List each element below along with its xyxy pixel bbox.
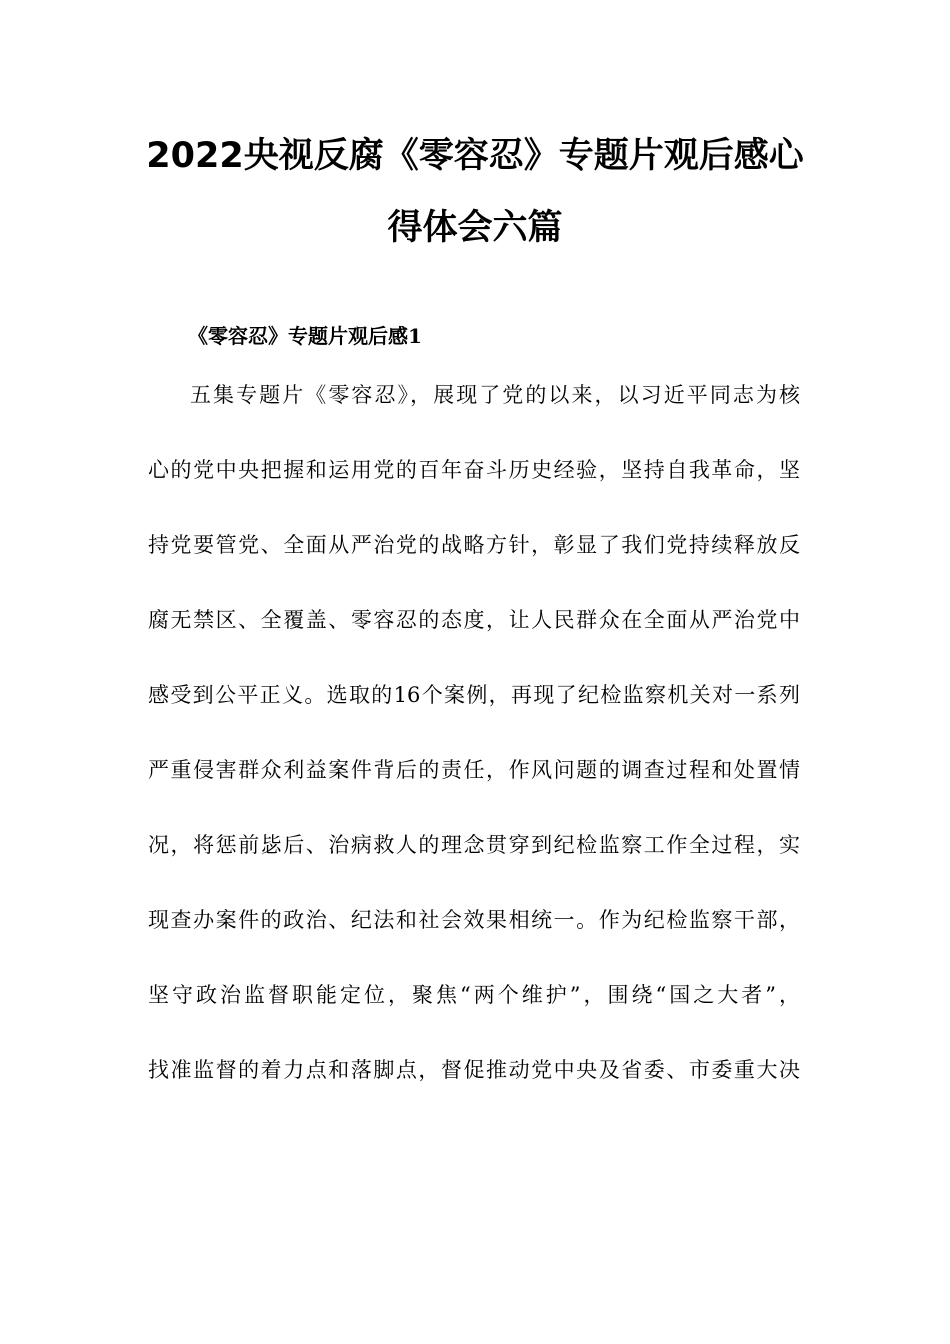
- document-title-line-1: 2022央视反腐《零容忍》专题片观后感心: [146, 136, 804, 176]
- paragraph-line: 坚守政治监督职能定位，聚焦“两个维护”，围绕“国之大者”，: [148, 983, 800, 1007]
- paragraph-line: 感受到公平正义。选取的16个案例，再现了纪检监察机关对一系列: [148, 683, 800, 707]
- paragraph-line: 五集专题片《零容忍》，展现了党的以来，以习近平同志为核: [190, 383, 800, 407]
- section-heading: 《零容忍》专题片观后感1: [188, 324, 422, 348]
- paragraph-line: 腐无禁区、全覆盖、零容忍的态度，让人民群众在全面从严治党中: [148, 608, 800, 632]
- paragraph-line: 心的党中央把握和运用党的百年奋斗历史经验，坚持自我革命，坚: [148, 458, 800, 482]
- paragraph-line: 找准监督的着力点和落脚点，督促推动党中央及省委、市委重大决: [148, 1058, 800, 1082]
- paragraph-line: 况，将惩前毖后、治病救人的理念贯穿到纪检监察工作全过程，实: [148, 833, 800, 857]
- paragraph-line: 持党要管党、全面从严治党的战略方针，彰显了我们党持续释放反: [148, 533, 800, 557]
- paragraph-line: 严重侵害群众利益案件背后的责任，作风问题的调查过程和处置情: [148, 758, 800, 782]
- paragraph-line: 现查办案件的政治、纪法和社会效果相统一。作为纪检监察干部，: [148, 908, 800, 932]
- document-title-line-2: 得体会六篇: [387, 208, 563, 248]
